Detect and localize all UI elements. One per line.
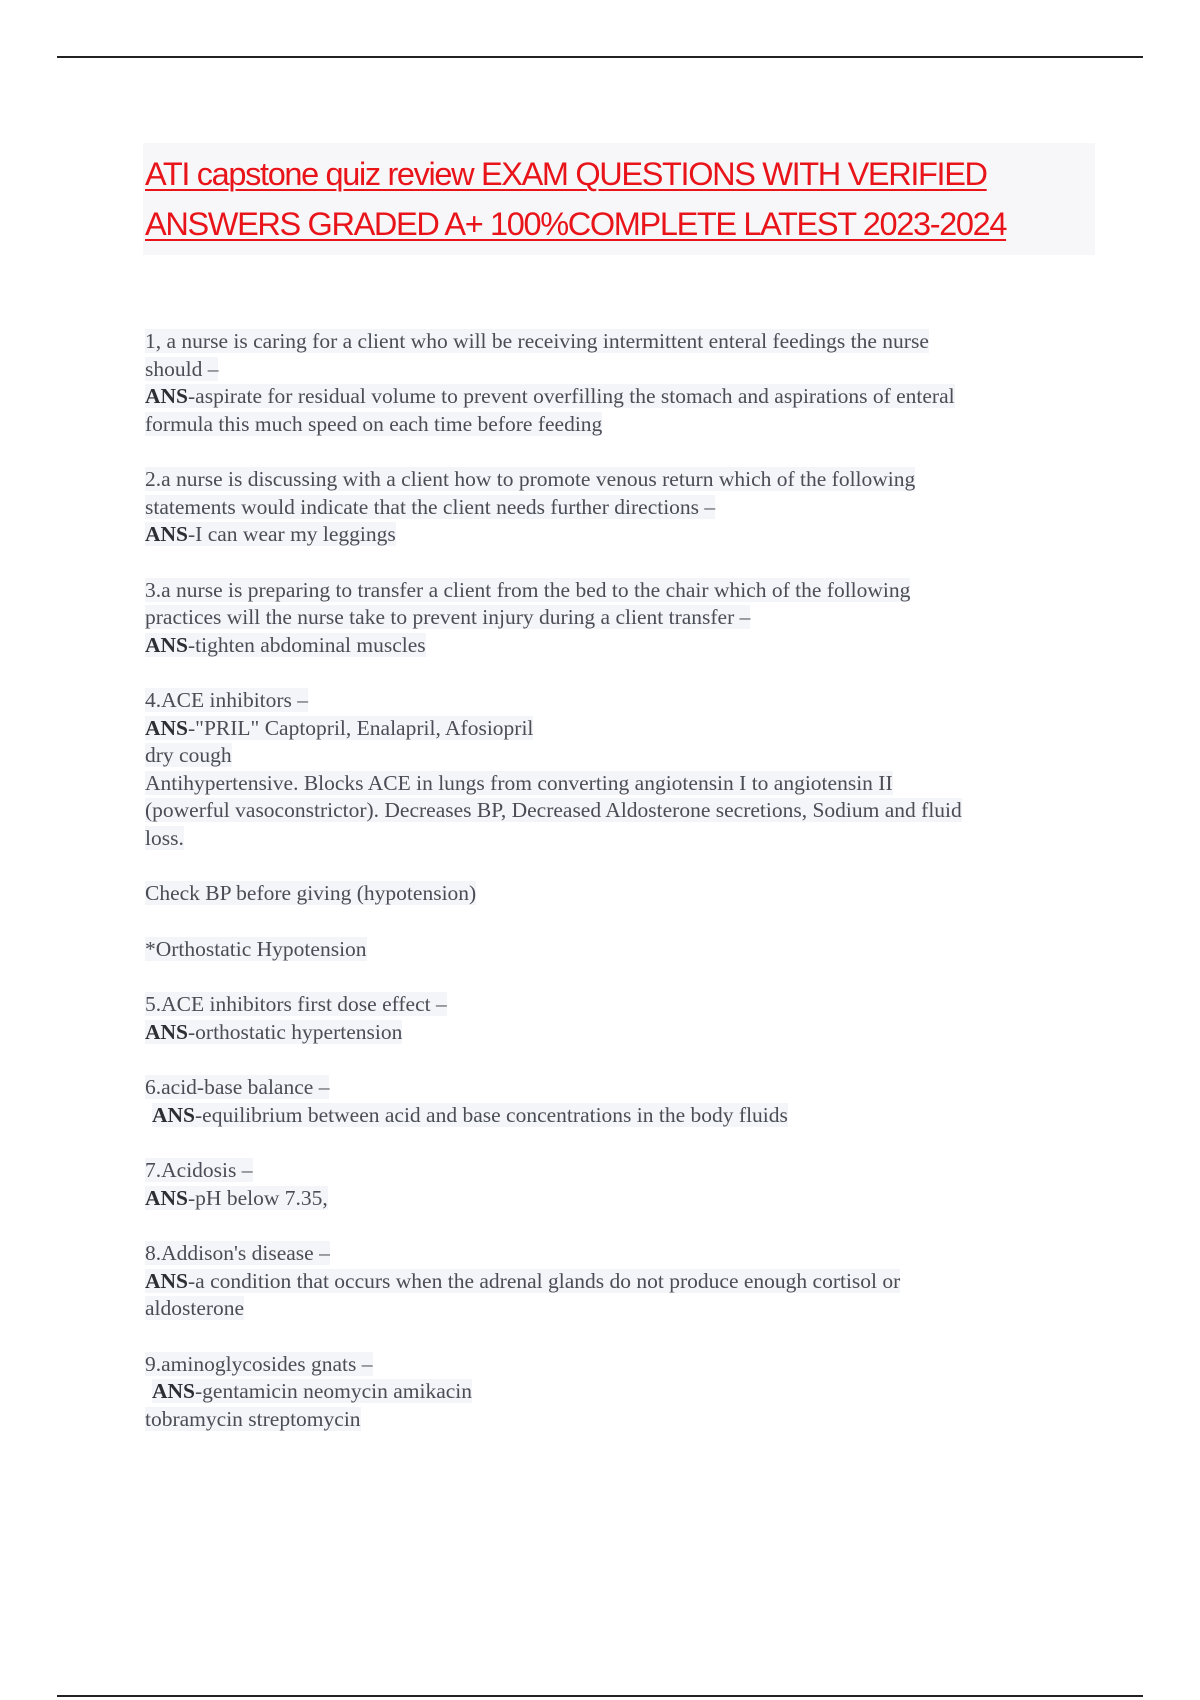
- ans-label: ANS: [152, 1379, 196, 1403]
- answer-line: ANS-"PRIL" Captopril, Enalapril, Afosiopril: [145, 715, 534, 740]
- ans-label: ANS: [145, 1268, 189, 1293]
- note-line: Check BP before giving (hypotension): [145, 881, 477, 905]
- question-line: 7.Acidosis –: [145, 1158, 253, 1182]
- qa-item-4: [145, 687, 1085, 852]
- answer-line: dry cough: [145, 743, 232, 767]
- qa-item-9: [145, 1351, 1085, 1434]
- answer-line: tobramycin streptomycin: [145, 1406, 361, 1431]
- question-line: should –: [145, 356, 219, 381]
- ans-label: ANS: [152, 1102, 196, 1127]
- header-rule: [57, 56, 1143, 58]
- question-line: practices will the nurse take to prevent injury during a client transfer –: [145, 605, 751, 629]
- note-line: *Orthostatic Hypotension: [145, 936, 367, 961]
- answer-line: ANS-a condition that occurs when the adrenal glands do not produce enough cortisol or: [145, 1268, 901, 1293]
- answer-line: ANS-equilibrium between acid and base concentrations in the body fluids: [152, 1102, 788, 1127]
- qa-item-2: [145, 466, 1085, 549]
- qa-item-6: [145, 1074, 1085, 1129]
- ans-label: ANS: [145, 1019, 189, 1044]
- answer-line: ANS-tighten abdominal muscles: [145, 632, 426, 657]
- ans-label: ANS: [145, 632, 189, 657]
- answer-line: Antihypertensive. Blocks ACE in lungs from converting angiotensin I to angiotensin II: [145, 770, 893, 795]
- qa-list: [145, 328, 1085, 1461]
- answer-line: aldosterone: [145, 1296, 245, 1320]
- ans-label: ANS: [145, 522, 189, 546]
- document-title: [143, 143, 1095, 255]
- question-line: 4.ACE inhibitors –: [145, 688, 309, 712]
- answer-line: ANS-gentamicin neomycin amikacin: [152, 1379, 473, 1403]
- title-line: ATI capstone quiz review EXAM QUESTIONS WITH VERIFIED: [145, 156, 987, 192]
- answer-line: ANS-I can wear my leggings: [145, 522, 396, 546]
- answer-line: (powerful vasoconstrictor). Decreases BP, Decreased Aldosterone secretions, Sodium and fluid: [145, 798, 962, 822]
- answer-line: ANS-aspirate for residual volume to prevent overfilling the stomach and aspirations of enteral: [145, 384, 955, 408]
- question-line: 5.ACE inhibitors first dose effect –: [145, 992, 447, 1016]
- ans-label: ANS: [145, 715, 189, 740]
- qa-item-5: [145, 991, 1085, 1046]
- answer-line: loss.: [145, 825, 184, 850]
- question-line: 9.aminoglycosides gnats –: [145, 1351, 373, 1376]
- footer-rule: [57, 1695, 1143, 1697]
- ans-label: ANS: [145, 1185, 189, 1210]
- qa-item-8: [145, 1240, 1085, 1323]
- question-line: 2.a nurse is discussing with a client how to promote venous return which of the following: [145, 467, 916, 491]
- title-line: ANSWERS GRADED A+ 100%COMPLETE LATEST 2023-2024: [145, 206, 1007, 242]
- ans-label: ANS: [145, 384, 189, 408]
- qa-item-7: [145, 1157, 1085, 1212]
- question-line: 8.Addison's disease –: [145, 1241, 330, 1265]
- answer-line: formula this much speed on each time before feeding: [145, 411, 603, 436]
- question-line: 3.a nurse is preparing to transfer a client from the bed to the chair which of the following: [145, 577, 911, 602]
- question-line: statements would indicate that the client needs further directions –: [145, 494, 716, 519]
- question-line: 1, a nurse is caring for a client who will be receiving intermittent enteral feedings the nurse: [145, 329, 929, 353]
- qa-item-3: [145, 577, 1085, 660]
- question-line: 6.acid-base balance –: [145, 1075, 330, 1099]
- qa-item-1: [145, 328, 1085, 438]
- answer-line: ANS-pH below 7.35,: [145, 1185, 328, 1210]
- answer-line: ANS-orthostatic hypertension: [145, 1019, 403, 1044]
